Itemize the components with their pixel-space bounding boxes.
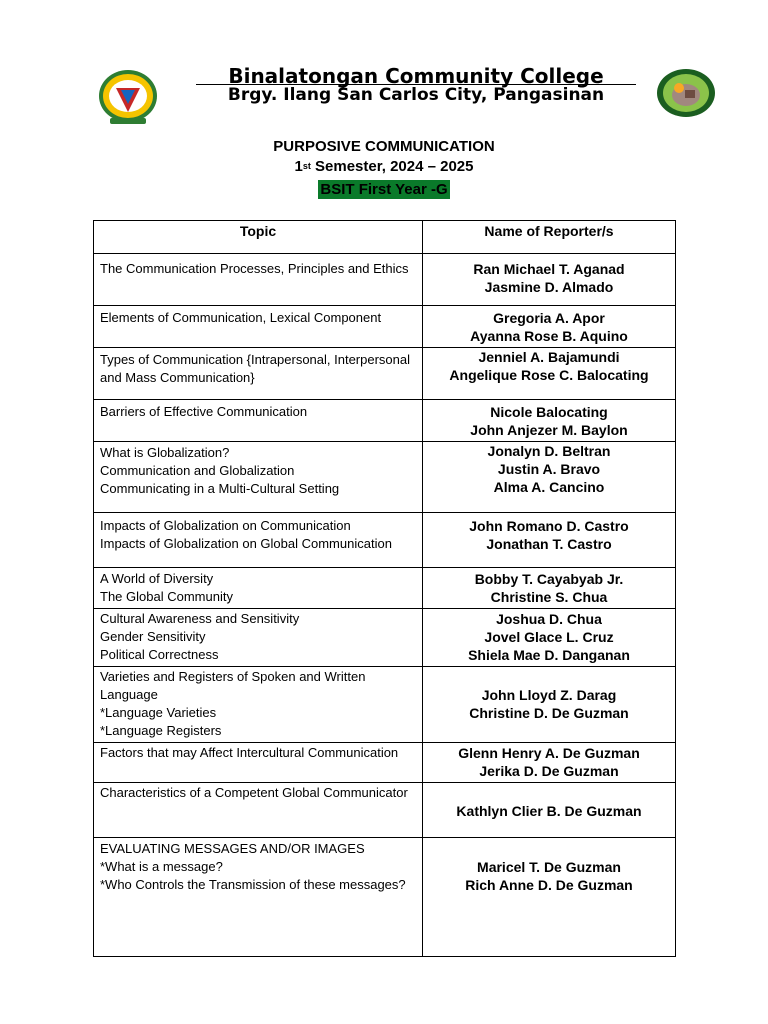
reporter-cell — [423, 254, 676, 306]
reporter-name: Bobby T. Cayabyab Jr. — [474, 571, 624, 587]
school-name: Binalatongan Community College — [196, 64, 636, 88]
topic-text: Communication and Globalization — [100, 463, 295, 478]
reporter-cell — [423, 838, 676, 957]
reporter-name: Christine S. Chua — [490, 589, 608, 605]
reporter-name: John Anjezer M. Baylon — [470, 422, 628, 438]
topic-text: Varieties and Registers of Spoken and Written Language — [100, 669, 370, 702]
reporter-name: Alma A. Cancino — [493, 479, 605, 495]
reporter-header: Name of Reporter/s — [423, 221, 676, 254]
reporter-name: Christine D. De Guzman — [469, 705, 629, 721]
reporter-name: Angelique Rose C. Balocating — [449, 367, 649, 383]
topic-cell — [94, 568, 423, 609]
reporter-cell — [423, 743, 676, 783]
school-address: Brgy. Ilang San Carlos City, Pangasinan — [227, 85, 605, 105]
table-row — [94, 783, 676, 838]
reporter-cell — [423, 783, 676, 838]
table-row — [94, 743, 676, 783]
topic-cell — [94, 348, 423, 400]
reporter-cell — [423, 306, 676, 348]
table-row — [94, 254, 676, 306]
table-row — [94, 348, 676, 400]
topic-text: Types of Communication {Intrapersonal, Interpersonal and Mass Communication} — [100, 352, 414, 385]
topic-text: Impacts of Globalization on Global Communication — [100, 536, 392, 551]
topic-text: EVALUATING MESSAGES AND/OR IMAGES — [100, 841, 365, 856]
topic-cell — [94, 667, 423, 743]
topic-text: Impacts of Globalization on Communication — [100, 518, 351, 533]
topic-text: A World of Diversity — [100, 571, 214, 586]
topic-text: *Who Controls the Transmission of these messages? — [100, 877, 406, 892]
college-seal-logo — [96, 68, 160, 128]
topic-text: Communicating in a Multi-Cultural Setting — [100, 481, 340, 496]
topic-cell — [94, 442, 423, 513]
city-seal-logo — [655, 68, 717, 118]
topic-cell — [94, 783, 423, 838]
reporter-name: Maricel T. De Guzman — [477, 859, 621, 875]
reporter-cell — [423, 513, 676, 568]
topic-text: The Communication Processes, Principles and Ethics — [100, 261, 409, 276]
reporter-name: Jasmine D. Almado — [484, 279, 614, 295]
topic-text: Barriers of Effective Communication — [100, 404, 308, 419]
table-row — [94, 838, 676, 957]
topic-text: Cultural Awareness and Sensitivity — [100, 611, 300, 626]
reporter-name: Shiela Mae D. Danganan — [468, 647, 630, 663]
reporter-name: Joshua D. Chua — [496, 611, 602, 627]
topic-text: Factors that may Affect Intercultural Communication — [100, 745, 399, 760]
table-row — [94, 400, 676, 442]
table-row — [94, 306, 676, 348]
reporter-name: John Romano D. Castro — [469, 518, 629, 534]
section-badge: BSIT First Year -G — [320, 181, 448, 198]
topic-text: Characteristics of a Competent Global Communicator — [100, 785, 408, 800]
topic-text: *What is a message? — [100, 859, 223, 874]
semester-line: 1st Semester, 2024 – 2025 — [294, 158, 474, 175]
topic-text: *Language Registers — [100, 723, 222, 738]
topic-text: Political Correctness — [100, 647, 219, 662]
reporter-cell — [423, 609, 676, 667]
topic-text: The Global Community — [100, 589, 233, 604]
reporter-cell — [423, 442, 676, 513]
topic-cell — [94, 306, 423, 348]
topic-header: Topic — [94, 221, 423, 254]
table-row — [94, 667, 676, 743]
reporter-name: Kathlyn Clier B. De Guzman — [456, 803, 642, 819]
reporter-name: Jenniel A. Bajamundi — [478, 349, 620, 365]
reporter-cell — [423, 348, 676, 400]
reporter-cell — [423, 667, 676, 743]
reporter-name: Nicole Balocating — [490, 404, 608, 420]
topic-text: Elements of Communication, Lexical Component — [100, 310, 382, 325]
topic-cell — [94, 400, 423, 442]
reporter-name: Jovel Glace L. Cruz — [484, 629, 614, 645]
reporter-name: Jerika D. De Guzman — [479, 763, 619, 779]
topic-cell — [94, 838, 423, 957]
table-row — [94, 442, 676, 513]
table-row — [94, 513, 676, 568]
topic-text: Gender Sensitivity — [100, 629, 206, 644]
reporter-cell — [423, 568, 676, 609]
reporter-name: Ayanna Rose B. Aquino — [470, 328, 628, 344]
topic-cell — [94, 609, 423, 667]
course-title: PURPOSIVE COMMUNICATION — [273, 138, 495, 155]
topic-text: What is Globalization? — [100, 445, 230, 460]
reporter-name: John Lloyd Z. Darag — [481, 687, 617, 703]
reporters-table — [93, 220, 676, 957]
reporter-name: Rich Anne D. De Guzman — [465, 877, 633, 893]
table-row — [94, 609, 676, 667]
reporter-cell — [423, 400, 676, 442]
topic-cell — [94, 513, 423, 568]
reporter-name: Justin A. Bravo — [497, 461, 601, 477]
table-header-row — [94, 221, 676, 254]
topic-cell — [94, 743, 423, 783]
reporter-name: Jonathan T. Castro — [486, 536, 612, 552]
reporter-name: Ran Michael T. Aganad — [473, 261, 625, 277]
reporter-name: Gregoria A. Apor — [493, 310, 605, 326]
table-row — [94, 568, 676, 609]
topic-text: *Language Varieties — [100, 705, 217, 720]
reporter-name: Glenn Henry A. De Guzman — [458, 745, 640, 761]
reporter-name: Jonalyn D. Beltran — [487, 443, 611, 459]
topic-cell — [94, 254, 423, 306]
